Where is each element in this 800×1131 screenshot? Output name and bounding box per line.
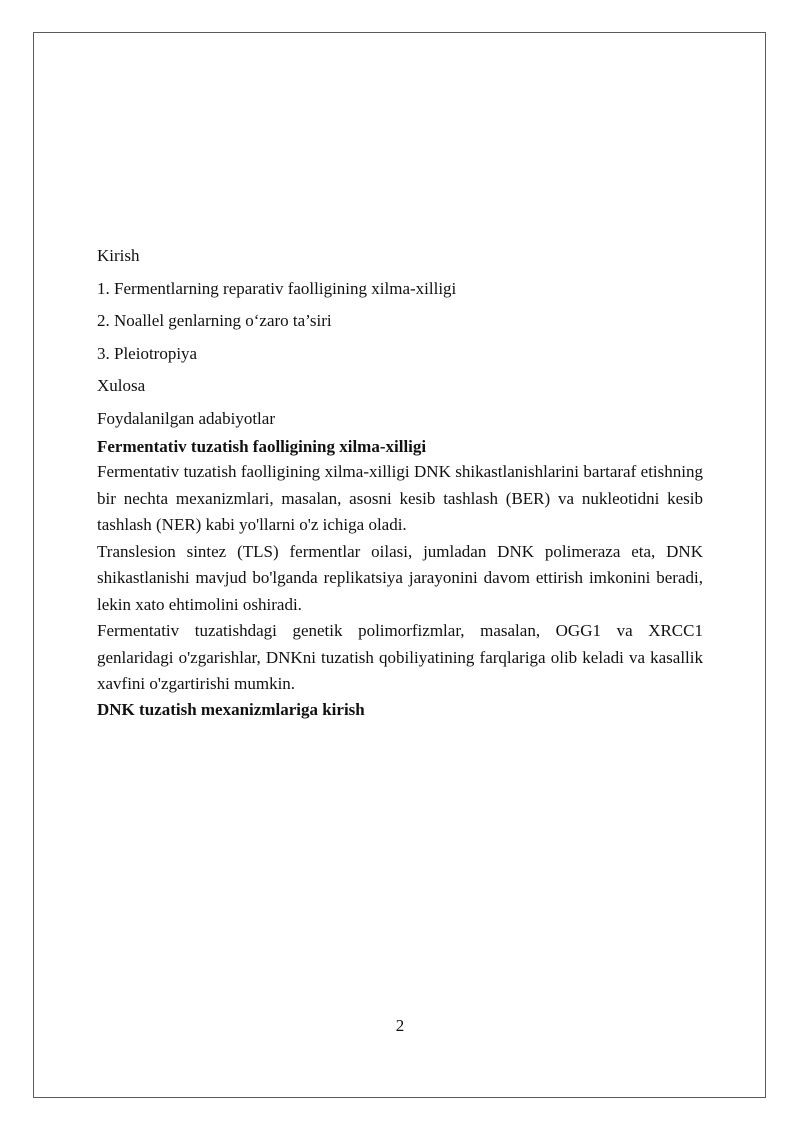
section-heading-dna-repair-intro: DNK tuzatish mexanizmlariga kirish [97, 699, 365, 719]
page-number: 2 [395, 1016, 405, 1035]
toc-item-2: 2. Noallel genlarning o‘zaro ta’siri [97, 311, 332, 330]
toc-item-conclusion: Xulosa [97, 376, 146, 395]
toc-item-intro: Kirish [97, 246, 140, 265]
toc-item-references: Foydalanilgan adabiyotlar [97, 408, 275, 428]
toc-item-3: 3. Pleiotropiya [97, 343, 198, 363]
paragraph-repair-mechanisms: Fermentativ tuzatish faolligining xilma-xilligi DNK shikastlanishlarini bartaraf etishning bir nechta mexanizmlari, masalan, asosni kesib tashlash (BER) va nukleotidni kesib tashlash (NER) kabi yo'llarni o'z ichiga oladi. [97, 462, 703, 534]
paragraph-translesion-synthesis: Translesion sintez (TLS) fermentlar oilasi, jumladan DNK polimeraza eta, DNK shikastlanishi mavjud bo'lganda replikatsiya jarayonini davom ettirish imkonini beradi, lekin xato ehtimolini oshiradi. [97, 541, 703, 614]
document-content [97, 240, 703, 722]
table-of-contents [97, 240, 703, 435]
paragraph-genetic-polymorphisms: Fermentativ tuzatishdagi genetik polimorfizmlar, masalan, OGG1 va XRCC1 genlaridagi o'zgarishlar, DNKni tuzatish qobiliyatining farqlariga olib keladi va kasallik xavfini o'zgartirishi mumkin. [97, 621, 703, 693]
toc-item-1: 1. Fermentlarning reparativ faolligining xilma-xilligi [97, 278, 457, 298]
section-heading-enzymatic-repair: Fermentativ tuzatish faolligining xilma-xilligi [97, 437, 427, 456]
